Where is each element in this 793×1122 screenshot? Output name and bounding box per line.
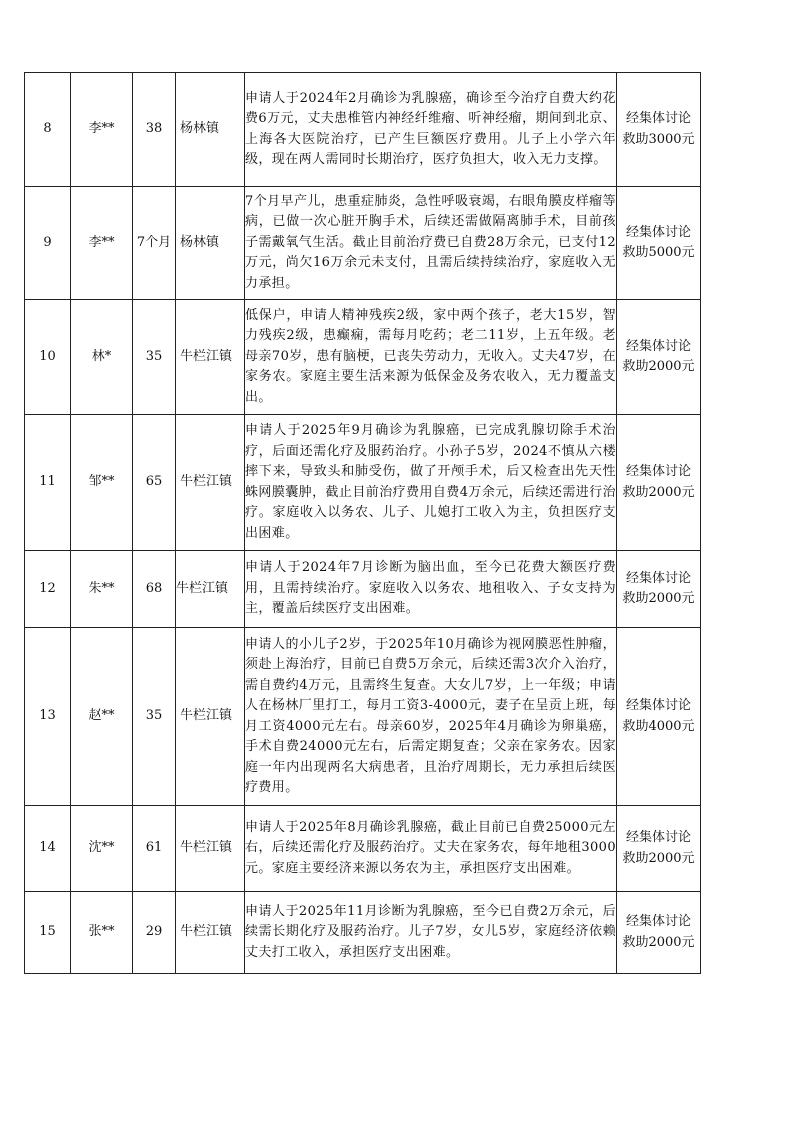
applicant-name: 张** <box>71 892 133 974</box>
case-description: 申请人于2024年2月确诊为乳腺癌，确诊至今治疗自费大约花费6万元，丈夫患椎管内神经纤维瘤、听神经瘤，期间到北京、上海各大医院治疗，已产生巨额医疗费用。儿子上小学六年级，现在两人需同时长期治疗，医疗负担大，收入无力支撑。 <box>245 73 617 187</box>
row-number: 14 <box>25 806 71 892</box>
applicant-town: 牛栏江镇 <box>176 628 245 806</box>
applicant-town: 杨林镇 <box>176 187 245 300</box>
applicant-age: 35 <box>133 628 176 806</box>
relief-table <box>24 72 701 974</box>
row-number: 11 <box>25 415 71 551</box>
row-number: 12 <box>25 551 71 628</box>
case-description: 申请人于2025年11月诊断为乳腺癌，至今已自费2万余元，后续需长期化疗及服药治疗。儿子7岁，女儿5岁，家庭经济依赖丈夫打工收入，承担医疗支出困难。 <box>245 892 617 974</box>
relief-result: 经集体讨论 救助2000元 <box>617 300 701 415</box>
applicant-town: 牛栏江镇 <box>176 551 245 628</box>
relief-result: 经集体讨论 救助2000元 <box>617 415 701 551</box>
table-row <box>25 892 701 974</box>
table-row <box>25 187 701 300</box>
table-row <box>25 415 701 551</box>
table-row <box>25 551 701 628</box>
applicant-age: 7个月 <box>133 187 176 300</box>
row-number: 13 <box>25 628 71 806</box>
applicant-name: 沈** <box>71 806 133 892</box>
applicant-age: 68 <box>133 551 176 628</box>
relief-result: 经集体讨论 救助2000元 <box>617 551 701 628</box>
table-row <box>25 73 701 187</box>
applicant-town: 牛栏江镇 <box>176 415 245 551</box>
row-number: 8 <box>25 73 71 187</box>
applicant-age: 38 <box>133 73 176 187</box>
case-description: 申请人的小儿子2岁，于2025年10月确诊为视网膜恶性肿瘤，须赴上海治疗，目前已自费5万余元，后续还需3次介入治疗，需自费约4万元，且需终生复查。大女儿7岁，上一年级；申请人在杨林厂里打工，每月工资3-4000元，妻子在呈贡上班，每月工资4000元左右。母亲60岁，2025年4月确诊为卵巢癌，手术自费24000元左右，后需定期复查；父亲在家务农。因家庭一年内出现两名大病患者，且治疗周期长，无力承担后续医疗费用。 <box>245 628 617 806</box>
table-row <box>25 628 701 806</box>
relief-result: 经集体讨论 救助2000元 <box>617 806 701 892</box>
case-description: 7个月早产儿，患重症肺炎，急性呼吸衰竭，右眼角膜皮样瘤等病，已做一次心脏开胸手术，后续还需做隔离肺手术，目前孩子需戴氧气生活。截止目前治疗费已自费28万余元，已支付12万元，尚欠16万余元未支付，且需后续持续治疗，家庭收入无力承担。 <box>245 187 617 300</box>
applicant-name: 李** <box>71 187 133 300</box>
applicant-town: 杨林镇 <box>176 73 245 187</box>
table-row <box>25 806 701 892</box>
relief-result: 经集体讨论 救助5000元 <box>617 187 701 300</box>
row-number: 15 <box>25 892 71 974</box>
case-description: 申请人于2025年8月确诊乳腺癌，截止目前已自费25000元左右，后续还需化疗及服药治疗。丈夫在家务农，每年地租3000元。家庭主要经济来源以务农为主，承担医疗支出困难。 <box>245 806 617 892</box>
applicant-age: 65 <box>133 415 176 551</box>
applicant-town: 牛栏江镇 <box>176 300 245 415</box>
case-description: 低保户，申请人精神残疾2级，家中两个孩子，老大15岁，智力残疾2级，患癫痫，需每月吃药；老二11岁，上五年级。老母亲70岁，患有脑梗，已丧失劳动力，无收入。丈夫47岁，在家务农。家庭主要生活来源为低保金及务农收入，无力覆盖支出。 <box>245 300 617 415</box>
relief-result: 经集体讨论 救助3000元 <box>617 73 701 187</box>
applicant-name: 朱** <box>71 551 133 628</box>
applicant-name: 邹** <box>71 415 133 551</box>
row-number: 9 <box>25 187 71 300</box>
table-row <box>25 300 701 415</box>
relief-result: 经集体讨论 救助4000元 <box>617 628 701 806</box>
case-description: 申请人于2024年7月诊断为脑出血，至今已花费大额医疗费用，且需持续治疗。家庭收入以务农、地租收入、子女支持为主，覆盖后续医疗支出困难。 <box>245 551 617 628</box>
applicant-name: 李** <box>71 73 133 187</box>
applicant-name: 赵** <box>71 628 133 806</box>
applicant-age: 61 <box>133 806 176 892</box>
applicant-town: 牛栏江镇 <box>176 892 245 974</box>
row-number: 10 <box>25 300 71 415</box>
relief-result: 经集体讨论 救助2000元 <box>617 892 701 974</box>
applicant-name: 林* <box>71 300 133 415</box>
case-description: 申请人于2025年9月确诊为乳腺癌，已完成乳腺切除手术治疗，后面还需化疗及服药治疗。小孙子5岁，2024不慎从六楼摔下来，导致头和肺受伤，做了开颅手术，后又检查出先天性蛛网膜囊肿，截止目前治疗费用自费4万余元，后续还需进行治疗。家庭收入以务农、儿子、儿媳打工收入为主，负担医疗支出困难。 <box>245 415 617 551</box>
applicant-age: 35 <box>133 300 176 415</box>
applicant-age: 29 <box>133 892 176 974</box>
applicant-town: 牛栏江镇 <box>176 806 245 892</box>
